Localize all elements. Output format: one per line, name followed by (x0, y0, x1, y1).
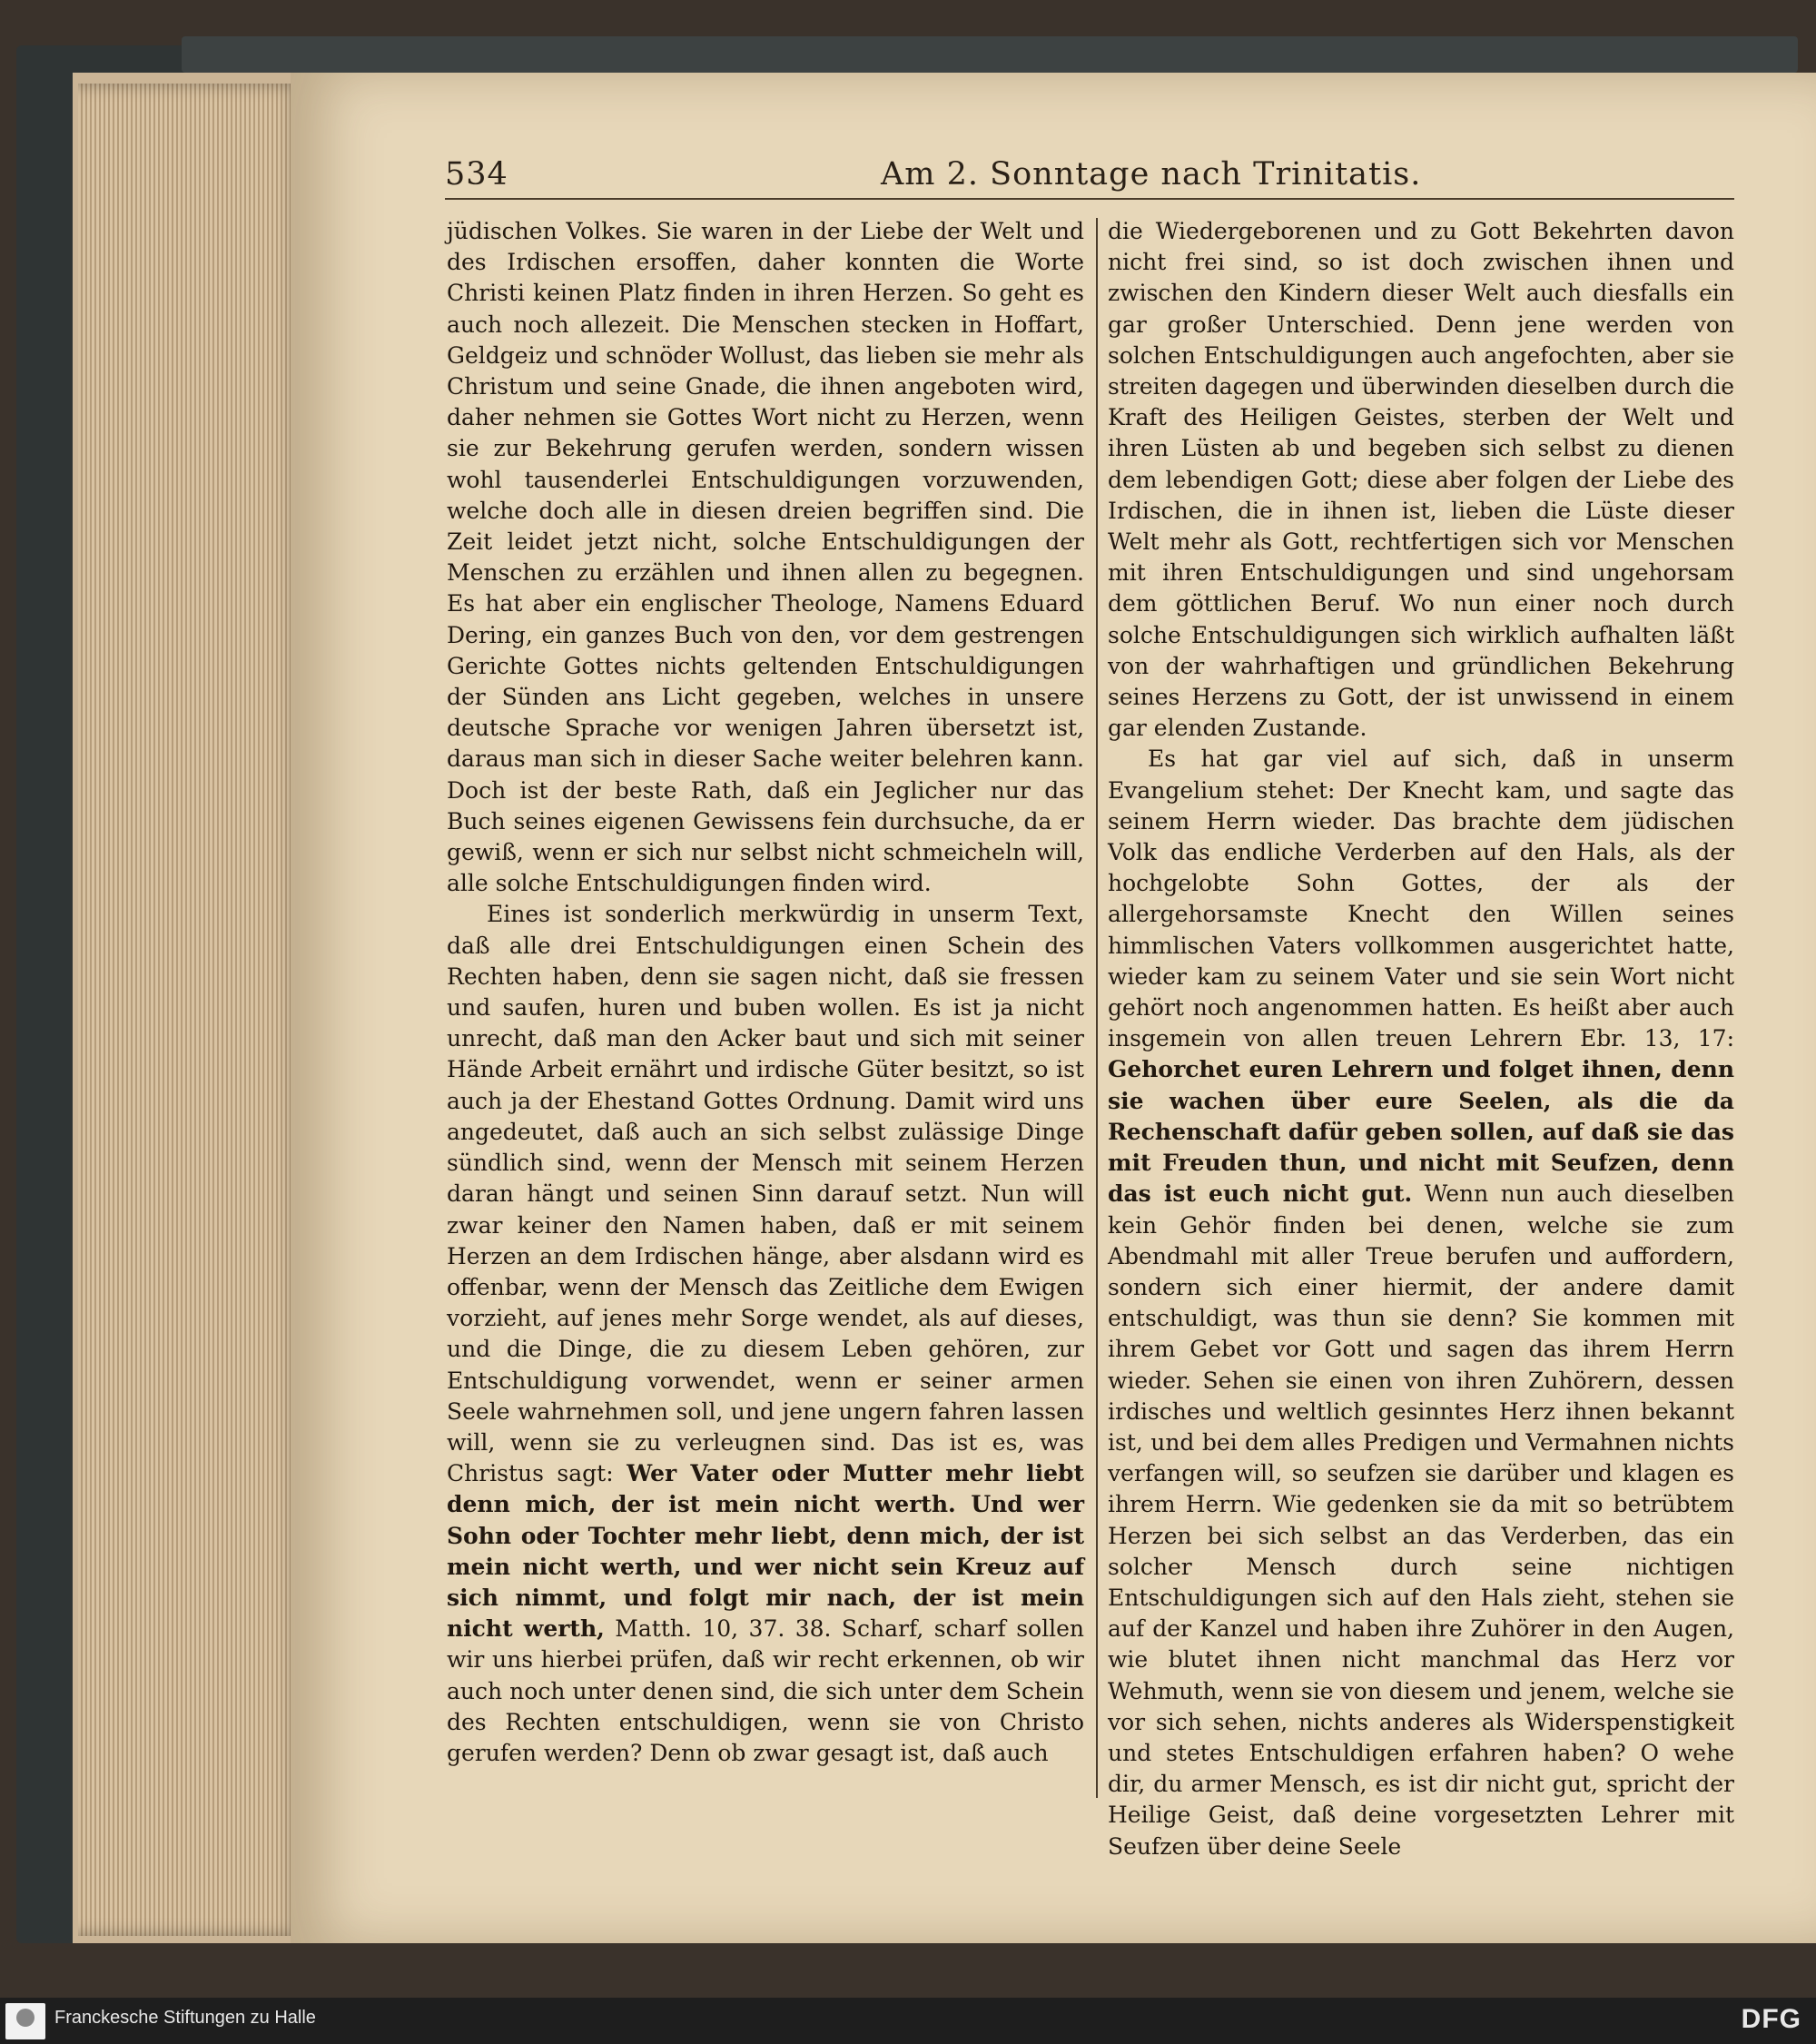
page-number: 534 (445, 156, 508, 193)
left-column (447, 216, 1084, 1769)
left-paragraph-2 (447, 899, 1084, 1769)
left-paragraph-2-rest: Matth. 10, 37. 38. Scharf, scharf sollen wir uns hierbei prüfen, daß wir recht erkennen, ob wir auch noch unter denen sind, die sich unter dem Schein des Rechten entschuldigen, wenn sie von Christo gerufen werden? Denn ob zwar gesagt ist, daß auch (447, 1615, 1084, 1766)
left-paragraph-1: jüdischen Volkes. Sie waren in der Liebe der Welt und des Irdischen ersoffen, daher konnten die Worte Christi keinen Platz finden in ihren Herzen. So geht es auch noch allezeit. Die Menschen stecken in Hoffart, Geldgeiz und schnöder Wollust, das lieben sie mehr als Christum und seine Gnade, die ihnen angeboten wird, daher nehmen sie Gottes Wort nicht zu Herzen, wenn sie zur Bekehrung gerufen werden, sondern wissen wohl tausenderlei Entschuldigungen vorzuwenden, welche doch alle in diesen dreien begriffen sind. Die Zeit leidet jetzt nicht, solche Entschuldigungen der Menschen zu erzählen und ihnen allen zu begegnen. Es hat aber ein englischer Theologe, Namens Eduard Dering, ein ganzes Buch von den, vor dem gestrengen Gerichte Gottes nichts geltenden Entschuldigungen der Sünden ans Licht gegeben, welches in unsere deutsche Sprache vor wenigen Jahren übersetzt ist, daraus man sich in dieser Sache weiter belehren kann. Doch ist der beste Rath, daß ein Jeglicher nur das Buch seines eigenen Gewissens fein durchsuche, da er gewiß, wenn er sich nur selbst nicht schmeicheln will, alle solche Entschuldigungen finden wird. (447, 218, 1084, 897)
francke-logo-icon[interactable] (5, 2003, 45, 2039)
left-bible-quote: Wer Vater oder Mutter mehr liebt denn mich, der ist mein nicht werth. Und wer Sohn oder Tochter mehr liebt, denn mich, der ist mein nicht werth, und wer nicht sein Kreuz auf sich nimmt, und folgt mir nach, der ist mein nicht werth, (447, 1460, 1085, 1643)
right-paragraph-2-text: Es hat gar viel auf sich, daß in unserm Evangelium stehet: Der Knecht kam, und sagte das seinem Herrn wieder. Das brachte dem jüdischen Volk das endliche Verderben auf den Hals, als der hochgelobte Sohn Gottes, der als der allergehorsamste Knecht den Willen seines himmlischen Vaters vollkommen ausgerichtet hatte, wieder kam zu seinem Vater und sie sein Wort nicht gehört noch angenommen hatten. Es heißt aber auch insgemein von allen treuen Lehrern Ebr. 13, 17: (1108, 746, 1734, 1052)
column-divider (1096, 218, 1098, 1798)
page-edges (78, 84, 305, 1936)
left-paragraph-2-text: Eines ist sonderlich merkwürdig in unserm Text, daß alle drei Entschuldigungen einen Schein des Rechten haben, denn sie sagen nicht, daß sie fressen und saufen, huren und buben wollen. Es ist ja nicht unrecht, daß man den Acker baut und sich mit seiner Hände Arbeit ernährt und irdische Güter besitzt, so ist auch ja der Ehestand Gottes Ordnung. Damit wird uns angedeutet, daß auch an sich selbst zulässige Dinge sündlich sind, wenn der Mensch mit seinem Herzen daran hängt und seinen Sinn darauf setzt. Nun will zwar keiner den Namen haben, daß er mit seinem Herzen an dem Irdischen hänge, aber alsdann wird es offenbar, wenn der Mensch das Zeitliche dem Ewigen vorzieht, auf jenes mehr Sorge wendet, als auf dieses, und die Dinge, die zu diesem Leben gehören, zur Entschuldigung vorwendet, wenn er seiner armen Seele wahrnehmen soll, und jene ungern fahren lassen will, wenn sie zu verleugnen sind. Das ist es, was Christus sagt: (447, 901, 1084, 1487)
book-cover-top-edge (182, 36, 1798, 73)
running-head: Am 2. Sonntage nach Trinitatis. (881, 156, 1422, 193)
institution-name[interactable]: Franckesche Stiftungen zu Halle (54, 2008, 316, 2028)
right-paragraph-2-rest: Wenn nun auch dieselben kein Gehör finden bei denen, welche sie zum Abendmahl mit aller Treue berufen und auffordern, sondern sich einer hiermit, der andere damit entschuldigt, was thun sie denn? Sie kommen mit ihrem Gebet vor Gott und sagen das ihrem Herrn wieder. Sehen sie einen von ihren Zuhörern, dessen irdisches und weltlich gesinntes Herz ihnen bekannt ist, und bei dem alles Predigen und Vermahnen nichts verfangen will, so seufzen sie darüber und klagen es ihrem Herrn. Wie gedenken sie da mit so betrübtem Herzen bei sich selbst an das Verderben, das ein solcher Mensch durch seine nichtigen Entschuldigungen sich auf den Hals zieht, stehen sie auf der Kanzel und haben ihre Zuhörer in den Augen, wie blutet ihnen nicht manchmal das Herz vor Wehmuth, wenn sie von diesem und jenem, welche sie vor sich sehen, nichts anderes als Widerspenstigkeit und stetes Entschuldigen erfahren haben? O wehe dir, du armer Mensch, es ist dir nicht gut, spricht der Heilige Geist, daß deine vorgesetzten Lehrer mit Seufzen über deine Seele (1108, 1180, 1734, 1860)
right-paragraph-2 (1108, 744, 1734, 1861)
page-header (445, 156, 1734, 202)
header-rule (445, 198, 1734, 200)
viewer-footer (0, 1998, 1816, 2044)
right-column (1108, 216, 1734, 1862)
right-bible-quote: Gehorchet euren Lehrern und folget ihnen, denn sie wachen über eure Seelen, als die da Rechenschaft dafür geben sollen, auf daß sie das mit Freuden thun, und nicht mit Seufzen, denn das ist euch nicht gut. (1108, 1056, 1734, 1208)
dfg-logo[interactable]: DFG (1741, 2004, 1801, 2034)
logo-mark (16, 2009, 35, 2027)
right-paragraph-1: die Wiedergeborenen und zu Gott Bekehrten davon nicht frei sind, so ist doch zwischen ihnen und zwischen den Kindern dieser Welt auch diesfalls ein gar großer Unterschied. Denn jene werden von solchen Entschuldigungen auch angefochten, aber sie streiten dagegen und überwinden dieselben durch die Kraft des Heiligen Geistes, sterben der Welt und ihren Lüsten ab und begeben sich selbst zu dienen dem lebendigen Gott; diese aber folgen der Liebe des Irdischen, die in ihnen ist, lieben die Lüste dieser Welt mehr als Gott, rechtfertigen sich vor Menschen mit ihren Entschuldigungen und sind ungehorsam dem göttlichen Beruf. Wo nun einer noch durch solche Entschuldigungen sich wirklich aufhalten läßt von der wahrhaftigen und gründlichen Bekehrung seines Herzens zu Gott, der ist unwissend in einem gar elenden Zustande. (1108, 218, 1734, 742)
